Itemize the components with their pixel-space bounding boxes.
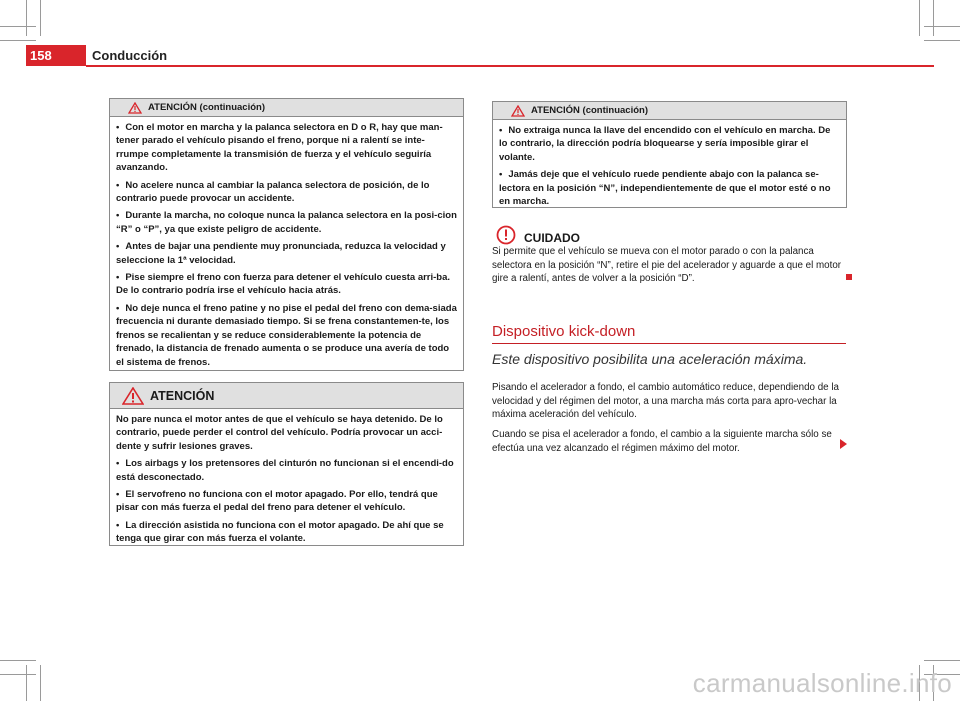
page-number: 158: [26, 45, 86, 66]
warning-body: [493, 120, 846, 216]
crop-mark: [924, 40, 960, 41]
crop-mark: [0, 40, 36, 41]
section-intro: Este dispositivo posibilita una aceleración máxima.: [492, 351, 808, 367]
warning-triangle-icon: [511, 105, 525, 117]
list-item: • Los airbags y los pretensores del cinturón no funcionan si el encendi-do está desconectado.: [116, 458, 454, 483]
warning-title: ATENCIÓN (continuación): [148, 102, 265, 113]
warning-intro: No pare nunca el motor antes de que el vehículo se haya detenido. De lo contrario, puede perder el control del vehículo. Podría provocar un acci-dente y sufrir lesiones graves.: [116, 414, 443, 452]
warning-box-continued-left: [109, 98, 464, 371]
section-title: Dispositivo kick-down: [492, 323, 636, 340]
header-rule: [86, 65, 934, 67]
section-rule: [492, 343, 846, 344]
crop-mark: [0, 26, 36, 27]
chapter-title: Conducción: [92, 48, 168, 63]
list-item: • Jamás deje que el vehículo ruede pendiente abajo con la palanca se-lectora en la posición “N”, independientemente de que el motor esté o no en marcha.: [499, 169, 831, 208]
warning-triangle-icon: [128, 102, 142, 114]
caution-text: Si permite que el vehículo se mueva con el motor parado o con la palanca selectora en la posición “N”, retire el pie del acelerador y aguarde a que el motor gire a ralentí, antes de volver a la posición “D”.: [492, 246, 842, 285]
crop-mark: [924, 660, 960, 661]
caution-title: CUIDADO: [524, 231, 580, 245]
caution-header: [496, 225, 580, 245]
warning-box-left: [109, 382, 464, 546]
crop-mark: [26, 0, 27, 36]
caution-exclamation-icon: [496, 225, 516, 245]
warning-triangle-icon: [122, 387, 144, 405]
list-item: • El servofreno no funciona con el motor apagado. Por ello, tendrá que pisar con más fuerza el pedal del freno para detener el vehículo.: [116, 489, 438, 514]
crop-mark: [0, 674, 36, 675]
paragraph: Cuando se pisa el acelerador a fondo, el cambio a la siguiente marcha sólo se efectúa una vez alcanzado el régimen máximo del motor.: [492, 429, 832, 454]
list-item: • Durante la marcha, no coloque nunca la palanca selectora en la posi-cion “R” o “P”, ya que existe peligro de accidente.: [116, 210, 457, 235]
warning-header: [110, 383, 463, 409]
list-item: • No acelere nunca al cambiar la palanca selectora de posición, de lo contrario puede provocar un accidente.: [116, 179, 430, 205]
list-item: • No extraiga nunca la llave del encendido con el vehículo en marcha. De lo contrario, la dirección podría bloquearse y sería imposible girar el volante.: [499, 125, 831, 163]
warning-title: ATENCIÓN (continuación): [531, 105, 648, 116]
warning-body: [110, 409, 463, 554]
list-item: • La dirección asistida no funciona con el motor apagado. De ahí que se tenga que girar con más fuerza el volante.: [116, 519, 444, 545]
list-item: • No deje nunca el freno patine y no pise el pedal del freno con dema-siada frecuencia ni durante demasiado tiempo. Si se frena constantemen-te, los frenos se recalientan y se reduce considerablemente la potencia de frenado, la distancia de frenado aumenta o se produce una avería de todo el sistema de frenos.: [116, 302, 457, 368]
crop-mark: [40, 0, 41, 36]
warning-box-continued-right: [492, 101, 847, 208]
list-item: • Pise siempre el freno con fuerza para detener el vehículo cuesta arri-ba. De lo contrario podría irse el vehículo hacia atrás.: [116, 272, 451, 297]
list-item: • Con el motor en marcha y la palanca selectora en D o R, hay que man-tener parado el vehículo pisando el freno, porque ni a ralentí se inte-rrumpe completamente la transmisión de fuerza y el vehículo seguiría avanzando.: [116, 122, 443, 174]
crop-mark: [26, 665, 27, 701]
warning-header: [493, 102, 846, 120]
watermark: carmanualsonline.info: [692, 668, 952, 698]
end-square-icon: [846, 274, 852, 280]
crop-mark: [0, 660, 36, 661]
warning-body: [110, 117, 463, 377]
list-item: • Antes de bajar una pendiente muy pronunciada, reduzca la velocidad y seleccione la 1ª velocidad.: [116, 241, 446, 266]
warning-header: [110, 99, 463, 117]
crop-mark: [919, 0, 920, 36]
crop-mark: [40, 665, 41, 701]
paragraph: Pisando el acelerador a fondo, el cambio automático reduce, dependiendo de la velocidad y del régimen del motor, a una marcha más corta para apro-vechar la máxima aceleración del vehículo.: [492, 382, 839, 421]
crop-mark: [933, 0, 934, 36]
crop-mark: [924, 26, 960, 27]
continue-arrow-icon: [840, 439, 847, 449]
warning-title: ATENCIÓN: [150, 388, 215, 403]
